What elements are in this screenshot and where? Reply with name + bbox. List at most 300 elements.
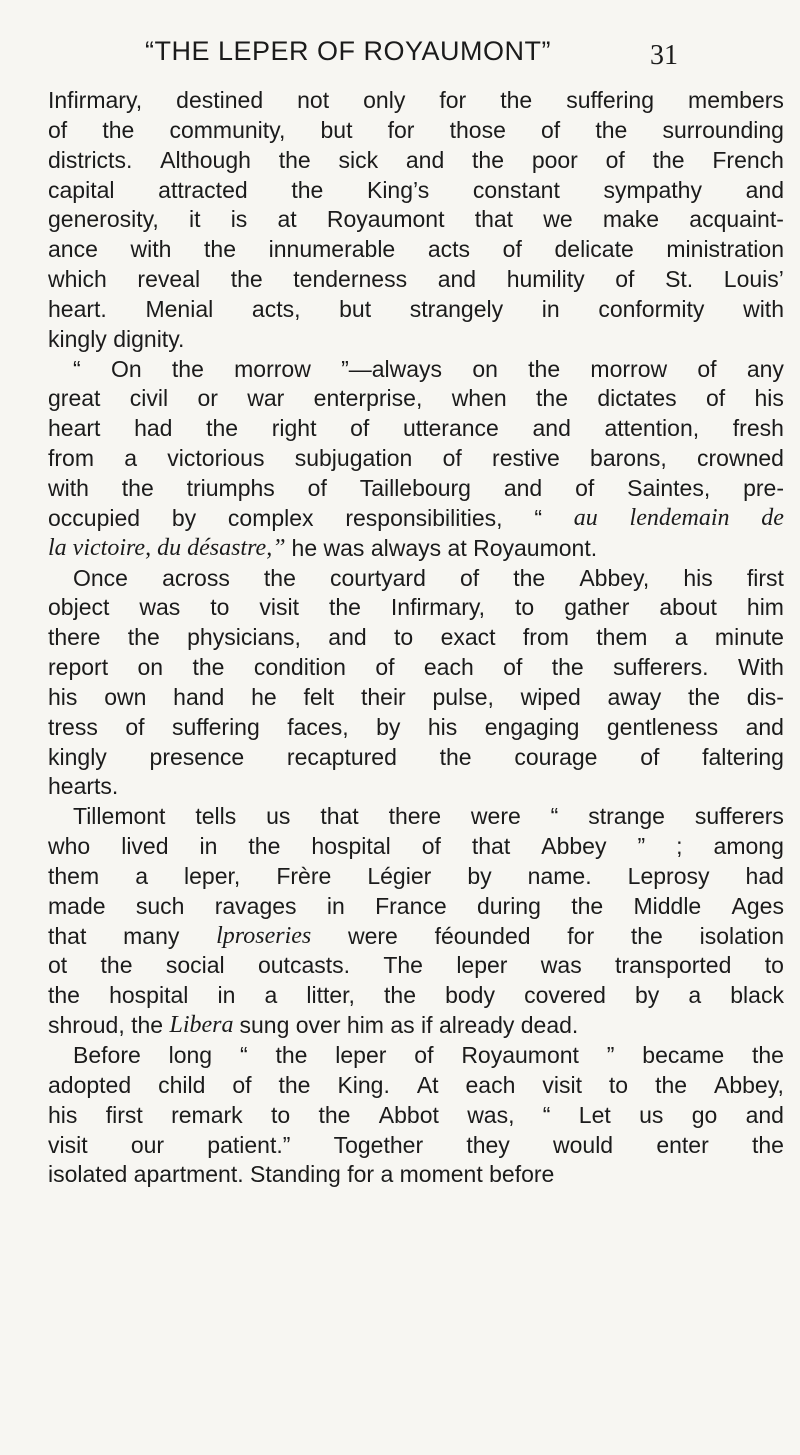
word: to — [608, 1071, 629, 1098]
word: hand — [173, 683, 225, 710]
word: community, — [169, 116, 286, 143]
word: courtyard — [330, 564, 426, 591]
word: kingly — [48, 325, 114, 352]
word: Abbey, — [579, 564, 650, 591]
word: of — [615, 266, 635, 293]
word: sympathy — [603, 176, 702, 203]
word: ministration — [666, 236, 784, 263]
word: the — [500, 87, 533, 113]
word: de — [761, 504, 784, 531]
word: a — [688, 982, 702, 1009]
word: a — [380, 1161, 400, 1188]
word: of — [125, 713, 145, 740]
word: the — [48, 982, 80, 1009]
word: on — [472, 355, 498, 382]
word: féounded — [434, 922, 531, 949]
word: of — [575, 474, 595, 501]
word: minute — [714, 624, 784, 651]
word: hospital — [109, 982, 189, 1009]
word: heart — [48, 415, 101, 442]
word: the — [551, 654, 584, 681]
word: black — [730, 982, 784, 1009]
word: there — [48, 624, 101, 651]
word: of — [705, 385, 726, 412]
word: that — [471, 833, 511, 860]
text-line — [48, 892, 784, 922]
word: away — [607, 683, 662, 710]
word: Légier — [367, 862, 432, 889]
word: Menial — [145, 295, 214, 322]
word: outcasts. — [257, 952, 351, 979]
word: by — [376, 713, 401, 740]
chapter-title: “THE LEPER OF ROYAUMONT” — [145, 36, 552, 66]
word: recaptured — [286, 743, 397, 770]
text-line — [48, 623, 784, 653]
text-line — [48, 534, 784, 564]
word: and — [437, 266, 477, 293]
word: the — [688, 683, 721, 710]
word: faces, — [287, 713, 349, 740]
word: conformity — [598, 295, 705, 322]
word: own — [104, 683, 147, 710]
word: who — [48, 833, 91, 860]
word: gather — [564, 594, 630, 621]
word: great — [48, 385, 101, 412]
word: leper, — [184, 862, 241, 889]
word: any — [746, 355, 784, 382]
word: had — [134, 415, 173, 442]
word: ” — [637, 833, 646, 860]
text-line — [48, 205, 784, 235]
word: covered — [524, 982, 606, 1009]
word: the — [630, 922, 663, 949]
word: victoire, — [72, 534, 158, 561]
word: but — [320, 116, 353, 143]
word: Abbey — [541, 833, 607, 860]
text-line — [48, 414, 784, 444]
text-line — [48, 653, 784, 683]
word: enter — [656, 1131, 709, 1158]
word: go — [691, 1101, 718, 1128]
word: utterance — [402, 415, 499, 442]
word: King. — [337, 1071, 390, 1098]
word: innumerable — [268, 236, 396, 263]
word: of — [442, 445, 462, 472]
word: the — [192, 654, 225, 681]
word: pulse, — [432, 683, 494, 710]
word: across — [162, 564, 230, 591]
word: the — [278, 146, 311, 173]
text-line — [48, 1041, 784, 1071]
word: the — [206, 415, 239, 442]
word: “ — [550, 803, 559, 830]
word: sick — [338, 146, 379, 173]
word: is — [230, 206, 248, 233]
word: would — [553, 1131, 614, 1158]
word: a — [674, 624, 688, 651]
word: With — [737, 654, 784, 681]
word: them — [48, 862, 100, 889]
word: by — [171, 504, 197, 531]
word: désastre,” — [187, 534, 292, 561]
text-line — [48, 981, 784, 1011]
word: occupied — [48, 504, 141, 531]
word: Frère — [276, 862, 332, 889]
text-line — [48, 86, 784, 116]
word: Royaumont — [326, 206, 445, 233]
word: isolation — [699, 922, 784, 949]
word: France — [375, 892, 447, 919]
word: Abbot — [378, 1101, 439, 1128]
word: name. — [527, 862, 592, 889]
word: Saintes, — [627, 474, 711, 501]
word: visit — [542, 1071, 582, 1098]
word: transported — [615, 952, 732, 979]
word: those — [449, 116, 506, 143]
word: triumphs — [186, 474, 275, 501]
text-line — [48, 116, 784, 146]
word: the — [121, 474, 154, 501]
word: exact — [440, 624, 496, 651]
word: attention, — [604, 415, 700, 442]
word: dead. — [520, 1012, 579, 1039]
word: sufferers. — [613, 654, 709, 681]
word: became — [642, 1042, 725, 1068]
word: reveal — [137, 266, 201, 293]
word: leper — [335, 1042, 387, 1068]
word: the — [439, 743, 472, 770]
word: crowned — [697, 445, 784, 472]
word: make — [602, 206, 660, 233]
word: lived — [121, 833, 169, 860]
word: for — [439, 87, 467, 113]
word: at — [447, 534, 474, 561]
word: ance — [48, 236, 98, 263]
text-line — [48, 146, 784, 176]
word: in — [326, 892, 345, 919]
word: of — [605, 146, 625, 173]
word: the — [263, 564, 296, 591]
text-body — [48, 86, 784, 1190]
word: the — [204, 236, 237, 263]
word: among — [713, 833, 784, 860]
word: of — [307, 474, 327, 501]
word: ravages — [214, 892, 297, 919]
word: physicians, — [187, 624, 301, 651]
word: Leprosy — [627, 862, 710, 889]
word: acts — [427, 236, 471, 263]
word: we — [543, 206, 573, 233]
word: wiped — [520, 683, 581, 710]
word: had — [745, 862, 784, 889]
word: hearts. — [48, 773, 119, 800]
word: to — [515, 594, 535, 621]
word: “ — [73, 355, 81, 382]
text-line — [48, 802, 784, 832]
text-line — [48, 951, 784, 981]
word: the — [595, 116, 628, 143]
word: always — [370, 534, 448, 561]
word: acts, — [251, 295, 301, 322]
word: Standing — [250, 1161, 348, 1188]
word: to — [394, 624, 414, 651]
word: and — [745, 1101, 784, 1128]
word: but — [339, 295, 372, 322]
word: destined — [176, 87, 264, 113]
word: to — [270, 1101, 291, 1128]
word: the — [751, 1131, 784, 1158]
word: Together — [333, 1131, 424, 1158]
word: Royaumont — [461, 1042, 579, 1068]
text-line — [48, 922, 784, 952]
word: the — [318, 1101, 351, 1128]
text-line — [48, 1131, 784, 1161]
word: the — [131, 1012, 170, 1039]
word: of — [459, 564, 480, 591]
word: the — [536, 385, 568, 412]
word: Royaumont. — [473, 534, 598, 561]
word: over — [295, 1012, 347, 1039]
word: the — [528, 355, 561, 382]
word: the — [102, 116, 135, 143]
text-line — [48, 325, 784, 355]
word: he — [251, 683, 277, 710]
word: it — [189, 206, 201, 233]
word: and — [328, 624, 367, 651]
word: object — [48, 594, 110, 621]
word: districts. — [48, 146, 133, 173]
word: presence — [149, 743, 245, 770]
word: and — [503, 474, 543, 501]
word: which — [48, 266, 107, 293]
word: to — [210, 594, 230, 621]
word: civil — [129, 385, 169, 412]
word: sufferers — [694, 803, 784, 830]
word: of — [48, 116, 68, 143]
word: he — [291, 534, 324, 561]
word: Infirmary, — [390, 594, 486, 621]
word: kingly — [48, 743, 107, 770]
text-line — [48, 593, 784, 623]
word: such — [135, 892, 185, 919]
word: a — [264, 982, 278, 1009]
word: suffering — [171, 713, 260, 740]
word: “ — [542, 1101, 551, 1128]
word: tenderness — [293, 266, 408, 293]
word: of — [640, 743, 660, 770]
text-line — [48, 743, 784, 773]
word: adopted — [48, 1071, 132, 1098]
word: a — [135, 862, 148, 889]
text-line — [48, 355, 784, 385]
word: social — [165, 952, 225, 979]
word: by — [467, 862, 492, 889]
word: ” — [606, 1042, 615, 1068]
word: remark — [171, 1101, 243, 1128]
word: courage — [514, 743, 598, 770]
word: du — [157, 534, 188, 561]
word: acquaint- — [689, 206, 784, 233]
word: victorious — [167, 445, 265, 472]
word: first — [746, 564, 784, 591]
word: the — [472, 146, 505, 173]
word: At — [416, 1071, 439, 1098]
word: la — [48, 534, 73, 561]
word: were — [347, 922, 398, 949]
word: Libera — [169, 1012, 240, 1039]
word: during — [476, 892, 541, 919]
word: of — [232, 1071, 252, 1098]
word: suffering — [566, 87, 655, 113]
word: from — [522, 624, 569, 651]
word: his — [427, 713, 458, 740]
text-line — [48, 176, 784, 206]
word: already — [438, 1012, 521, 1039]
word: only — [363, 87, 406, 113]
word: pre- — [743, 474, 784, 501]
word: us — [266, 803, 291, 830]
word: with — [743, 295, 784, 322]
word: child — [158, 1071, 206, 1098]
word: heart. — [48, 295, 107, 322]
word: the — [100, 952, 133, 979]
word: of — [375, 654, 395, 681]
word: The — [383, 952, 423, 979]
word: the — [171, 355, 204, 382]
word: his — [683, 564, 713, 591]
word: condition — [253, 654, 346, 681]
word: ot — [48, 952, 68, 979]
text-line — [48, 295, 784, 325]
word: Middle — [633, 892, 702, 919]
word: generosity, — [48, 206, 159, 233]
word: morrow — [234, 355, 311, 382]
word: ”—always — [341, 355, 443, 382]
word: delicate — [554, 236, 634, 263]
word: by — [634, 982, 660, 1009]
word: of — [414, 1042, 434, 1068]
word: of — [421, 833, 441, 860]
word: our — [130, 1131, 165, 1158]
word: the — [248, 833, 281, 860]
text-line — [48, 235, 784, 265]
word: each — [465, 1071, 516, 1098]
text-line — [48, 772, 784, 802]
word: lproseries — [216, 922, 312, 949]
word: was — [139, 594, 181, 621]
word: with — [130, 236, 172, 263]
word: if — [421, 1012, 439, 1039]
word: was — [323, 534, 371, 561]
word: complex — [227, 504, 314, 531]
word: patient.” — [207, 1131, 291, 1158]
word: many — [123, 922, 180, 949]
word: Abbey, — [714, 1071, 784, 1098]
word: the — [513, 564, 546, 591]
word: in — [541, 295, 560, 322]
word: sung — [239, 1012, 296, 1039]
word: Let — [578, 1101, 611, 1128]
word: Taillebourg — [359, 474, 471, 501]
word: there — [388, 803, 442, 830]
word: visit — [48, 1131, 88, 1158]
word: the — [571, 892, 604, 919]
word: the — [278, 1071, 311, 1098]
word: members — [688, 87, 784, 113]
word: was — [540, 952, 582, 979]
word: subjugation — [294, 445, 413, 472]
word: the — [275, 1042, 308, 1068]
word: Once — [73, 564, 128, 591]
word: were — [470, 803, 521, 830]
word: dis- — [746, 683, 784, 710]
word: for — [387, 116, 415, 143]
word: him — [746, 594, 784, 621]
word: Ages — [731, 892, 784, 919]
text-line — [48, 1160, 784, 1190]
word: first — [105, 1101, 143, 1128]
word: poor — [531, 146, 578, 173]
word: enterprise, — [313, 385, 423, 412]
word: on — [137, 654, 164, 681]
word: in — [217, 982, 236, 1009]
word: the — [751, 1042, 784, 1068]
word: and — [405, 146, 445, 173]
word: his — [754, 385, 784, 412]
word: leper — [456, 952, 508, 979]
word: shroud, — [48, 1012, 132, 1039]
text-line — [48, 504, 784, 534]
text-line — [48, 1101, 784, 1131]
text-line — [48, 444, 784, 474]
word: litter, — [306, 982, 355, 1009]
text-line — [48, 1011, 784, 1041]
word: him — [346, 1012, 391, 1039]
word: or — [197, 385, 218, 412]
word: strange — [588, 803, 665, 830]
word: report — [48, 654, 109, 681]
word: each — [423, 654, 474, 681]
word: about — [659, 594, 717, 621]
word: the — [230, 266, 263, 293]
word: long — [168, 1042, 213, 1068]
word: body — [445, 982, 495, 1009]
word: strangely — [409, 295, 504, 322]
word: of — [350, 415, 370, 442]
word: at — [277, 206, 297, 233]
word: the — [652, 146, 685, 173]
word: us — [639, 1101, 664, 1128]
word: attracted — [158, 176, 248, 203]
word: his — [48, 1101, 78, 1128]
word: “ — [534, 504, 543, 531]
word: that — [320, 803, 359, 830]
word: before — [489, 1161, 555, 1188]
word: in — [199, 833, 218, 860]
text-line — [48, 564, 784, 594]
word: tress — [48, 713, 98, 740]
text-line — [48, 713, 784, 743]
word: with — [48, 474, 89, 501]
word: King’s — [366, 176, 430, 203]
word: tells — [195, 803, 237, 830]
running-head — [0, 36, 800, 80]
word: morrow — [590, 355, 668, 382]
word: right — [271, 415, 317, 442]
word: for — [567, 922, 595, 949]
word: for — [347, 1161, 381, 1188]
word: constant — [472, 176, 560, 203]
